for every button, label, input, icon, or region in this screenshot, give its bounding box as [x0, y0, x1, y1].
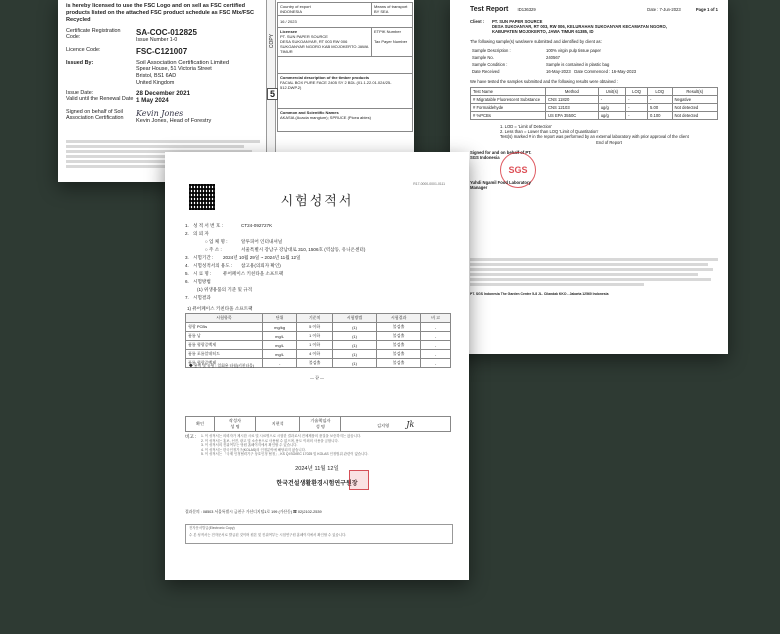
tech-signature-icon: Jk — [406, 419, 415, 429]
client-name: PT. SUN PAPER SOURCE — [492, 19, 543, 24]
licensee-addr: DESA SUKOANYAR, RT 003 RW 006 SUKOANYAR NGORO KAB MOJOKERTO JAWA TIMUR — [280, 39, 369, 54]
cell: (1) — [332, 323, 376, 332]
official-seal-icon — [349, 470, 369, 490]
cell: ug/g — [598, 104, 625, 112]
field-num: 2. — [185, 231, 189, 237]
cell: - — [626, 96, 648, 104]
transport-label: Means of transport — [374, 4, 408, 9]
contact-address: 08503 서울특별시 금천구 가산디지털1로 199 (가산동) ☎ 02)2102-2539 — [202, 510, 322, 514]
field-sub: Spear House, 51 Victoria Street Bristol, BS1 6AD United Kingdom — [136, 66, 212, 86]
licensee-label: Licensee — [280, 29, 298, 34]
cell: 불검출 — [377, 332, 421, 341]
table-row — [186, 323, 451, 332]
field-value: Kevin Jones, Head of Forestry — [136, 118, 212, 125]
cell: (1) — [332, 359, 376, 368]
cell: 4 이하 — [297, 350, 333, 359]
cell: mg/L — [263, 350, 297, 359]
sample-number: 240567 — [546, 55, 560, 60]
remarks-label: 비고 : — [185, 434, 197, 439]
issuer-label: 전자문서발급(Electronic Copy) — [189, 526, 235, 530]
end-of-report: End of Report — [596, 140, 622, 145]
confirm-label: 확인 — [186, 417, 215, 432]
end-mark: — 끝 — — [309, 375, 325, 380]
field-label: Issued By: — [66, 60, 94, 66]
cell: - — [626, 104, 648, 112]
field-row — [185, 222, 455, 230]
field-label: 시험성적서의 용도 : — [193, 263, 233, 269]
subcontract-note: Test(s) marked # in the report was performed by an external laboratory with prior approval of the client — [500, 134, 689, 139]
results-table — [470, 87, 718, 120]
field-row — [185, 238, 455, 246]
remark-item: 2. 이 성적서는 홍보, 선전, 광고 및 소송용으로 사용될 수 없으며, 용도 이외의 사용을 금합니다. — [201, 438, 339, 443]
field-num: 7. — [185, 295, 189, 301]
comm-value: FACIAL BOX PURE FACE 2405 SY 2 BDL (01.1.22.01.024/25-512.DWP.2) — [280, 80, 392, 90]
cell: CNS 12103 — [546, 104, 599, 112]
cell: - — [263, 359, 297, 368]
field-value: 28 December 2021 1 May 2024 — [136, 90, 191, 105]
field-value: Soil Association Certification Limited — [136, 60, 230, 66]
cell: - — [421, 350, 451, 359]
field-value: 알투피어 인터내셔널 — [241, 239, 283, 245]
label: Sample Description : — [472, 48, 511, 53]
field-label: Certificate Registration Code: — [66, 28, 121, 40]
field-row — [185, 294, 455, 302]
sample-description: 100% virgin pulp tissue paper — [546, 48, 601, 53]
sample-note: ◆ 용역 및 유형 : 일회용 타월(키친타올) — [189, 364, 255, 368]
cell: (1) — [332, 332, 376, 341]
writer-name: 지현석 — [256, 417, 300, 432]
cell: - — [626, 112, 648, 120]
issue-date: 2024년 11월 12일 — [295, 466, 339, 472]
side-label: COPY — [269, 33, 276, 49]
field-label: 시험방법 — [193, 279, 211, 285]
table-row — [471, 104, 718, 112]
writer-label: 작성자 성 명 — [215, 417, 256, 432]
table-row — [471, 112, 718, 120]
result-caption: 1) 퓨어페이스 키친타올 소프트팩 — [187, 306, 253, 311]
fsc-field-signed — [66, 109, 262, 124]
cell: 0.100 — [648, 112, 672, 120]
label: Date Commenced — [574, 69, 608, 74]
reference-number: R17-0000-0001-0111 — [413, 182, 445, 186]
field-num: 3. — [185, 255, 189, 261]
cell: 폼름 형광증백제 — [186, 359, 263, 368]
report-number: ID136329 — [517, 7, 536, 12]
licensee-value: PT. SUN PAPER SOURCE — [280, 34, 328, 39]
col-header: Method — [546, 88, 599, 96]
col-header: LOQ — [626, 88, 648, 96]
field-label: ○ 주 소 : — [205, 247, 222, 253]
signature-table — [185, 416, 451, 432]
field-label: 성 적 서 번 호 : — [193, 223, 223, 228]
licence-no: 16 / 2023 — [278, 16, 413, 28]
comm-label: Commercial description of the timber products — [280, 75, 370, 80]
fsc-field-reg — [66, 28, 262, 43]
cell: ug/g — [598, 112, 625, 120]
note: 2. Less than = Lower than LOQ 'Limit of Quantitation' — [500, 129, 599, 134]
cell: Negative — [672, 96, 718, 104]
field-label: 시험결과 — [193, 295, 211, 301]
field-row — [185, 270, 455, 278]
fsc-field-issuer — [66, 60, 262, 86]
cell: mg/L — [263, 341, 297, 350]
cell: 5.00 — [648, 104, 672, 112]
signatory: Yuhdi Ngamil Food Laboratory Manager — [470, 180, 531, 190]
field-value: 서울특별시 강남구 강남대로 310, 1506호 (역삼동, 유니온센터) — [241, 247, 366, 253]
table-row — [186, 350, 451, 359]
col-header: Test Name — [471, 88, 546, 96]
client-address: DESA SUKOANYAR, RT 003, RW 006, KELURAHAN SUKOANYAR KECAMATAN NGORO, KABUPATEN MOJOKERTO, JAWA TIMUR 61385, ID — [492, 24, 667, 34]
etpik-label: ETPIK Number — [374, 29, 401, 34]
cell: # Migratable Fluorescent Substance — [471, 96, 546, 104]
col-header: 시험결과 — [377, 314, 421, 323]
col-header: 기준치 — [297, 314, 333, 323]
export-value: INDONESIA — [280, 9, 303, 14]
field-value: 퓨어페이스 키친타올 소프트팩 — [223, 271, 284, 277]
sgs-test-report: Test Report ID136329 Date : 7-Jun-2023 Page 1 of 1 Client : PT. SUN PAPER SOURCE DESA SUKOANYAR, RT 003, RW 006, KELURAHAN SUKOANYAR KECAMATAN NGORO, KABUPATEN MOJOKERTO, JAWA TIMUR 61385, ID The following sample(s) was/were submitted and identified by client as: Sample Description : 100% virgin pulp tissue paper Sample No. 240567 Sample Condition : Sample is contained in plastic bag Date Received 16-May-2023 Date Commenced : 16-May-2023 We have tested the samples submitted and the following results were obtained : Test Name Method Unit(s) LOQ LOQ Result(s) # Migratable Fluorescent Substance CNS 11820 - - - Negative # Formaldehyde CNS 12103 ug/g - 5.00 Not detected # %PCBs US EPA 3550C ug/g - 0.100 Not detected 1. LOD = 'Limit of Detection' 2. Less than = Lower than LOQ 'Limit of Quantitation' Test(s) marked # in the report was performed by an external laboratory with prior approval of the client End of Report Signed for and on behalf of PT. SGS Indonesia SGS Yuhdi Ngamil Food Laboratory Manager PT. SGS Indonesia The Garden Centre 5-8 JL. Cilandak KKO - Jakarta 12560 Indonesia — [450, 0, 728, 354]
report-date: 7-Jun-2023 — [659, 7, 681, 12]
col-header: Unit(s) — [598, 88, 625, 96]
report-title: Test Report — [470, 6, 509, 13]
field-label: 시험기간 : — [193, 255, 214, 261]
cell: 불검출 — [377, 359, 421, 368]
cell: 폼름 포름알데히드 — [186, 350, 263, 359]
cell: 5 이하 — [297, 323, 333, 332]
note: 1. LOD = 'Limit of Detection' — [500, 124, 552, 129]
cell: 불검출 — [377, 350, 421, 359]
field-row — [185, 286, 455, 294]
results-table — [185, 313, 451, 368]
field-label: (1) 위생용품의 기준 및 규격 — [197, 287, 253, 293]
table-row — [471, 96, 718, 104]
field-row — [185, 262, 455, 270]
contact-label: 결과문의 : — [185, 510, 202, 514]
lab-footer: PT. SGS Indonesia The Garden Centre 5-8 JL. Cilandak KKO - Jakarta 12560 Indonesia — [470, 292, 609, 296]
cell: - — [648, 96, 672, 104]
cell: - — [421, 359, 451, 368]
cell: Not detected — [672, 112, 718, 120]
col-header: 단위 — [263, 314, 297, 323]
submitted-note: The following sample(s) was/were submitted and identified by client as: — [470, 39, 602, 44]
date-label: Date : — [647, 7, 659, 12]
field-num: 6. — [185, 279, 189, 285]
cell: 1 이하 — [297, 332, 333, 341]
cell: CNS 11820 — [546, 96, 599, 104]
tax-label: Tax Payer Number — [374, 39, 408, 44]
remark-item: 1. 이 성적서는 의뢰자가 제시한 시료 및 시료명으로 시험한 결과로서 전체제품의 품질을 보증하지는 않습니다. — [201, 434, 362, 438]
cell: (1) — [332, 350, 376, 359]
certificate-fields — [185, 222, 455, 302]
label: Sample Condition : — [472, 62, 508, 67]
field-row — [185, 254, 455, 262]
contact-row — [185, 510, 322, 515]
remark-item: 5. 이 성적서는 「국제 인정협력기구 상호인정 협정」, KS Q ISO/IEC 17025 및 KOLAS 인정범위 관련이 없습니다. — [201, 452, 369, 457]
cell: (1) — [332, 341, 376, 350]
cell: - — [421, 323, 451, 332]
tested-note: We have tested the samples submitted and the following results were obtained : — [470, 79, 618, 84]
fsc-field-licence — [66, 47, 262, 56]
col-header: 시험방법 — [332, 314, 376, 323]
box-number: 5 — [267, 88, 278, 100]
field-row — [185, 246, 455, 254]
field-value: FSC-C121007 — [136, 47, 188, 56]
signed-for: Signed for and on behalf of PT. SGS Indonesia — [470, 150, 532, 160]
field-num: 1. — [185, 223, 189, 228]
species-value: AKASIA (Acacia mangium); SPRUCE (Picea abies) — [280, 115, 371, 120]
field-num — [197, 238, 205, 246]
field-label: Signed on behalf of Soil Association Certification — [66, 109, 124, 122]
tech-name: 김지영 — [376, 422, 390, 428]
electronic-copy-box — [185, 524, 453, 544]
transport-value: BY SEA — [374, 9, 389, 14]
cell: 1 이하 — [297, 341, 333, 350]
remark-item: 4. 이 성적서는 한국인정기구(KOLAS)의 인정분야에 해당되지 않습니다. — [201, 447, 306, 452]
field-row — [185, 278, 455, 286]
cell: - — [598, 96, 625, 104]
species-label: Common and Scientific Names — [280, 110, 339, 115]
cell: - — [421, 341, 451, 350]
field-num: 4. — [185, 263, 189, 269]
field-value: SA-COC-012825 — [136, 28, 197, 37]
cell: 형광 PCBs — [186, 323, 263, 332]
cell: US EPA 3550C — [546, 112, 599, 120]
field-label: Issue Date: Valid until the Renewal Date — [66, 90, 134, 103]
cell: mg/kg — [263, 323, 297, 332]
field-value: 참고용(의뢰자 확인) — [241, 263, 281, 269]
cell: # Formaldehyde — [471, 104, 546, 112]
cell: Not detected — [672, 104, 718, 112]
date-received: 16-May-2023 — [546, 69, 571, 74]
field-num — [197, 246, 205, 254]
field-sub: Issue Number 1-0 — [136, 37, 178, 43]
sgs-stamp: SGS — [500, 152, 536, 188]
table-row — [186, 341, 451, 350]
field-label: Licence Code: — [66, 47, 101, 53]
date-commenced: 16-May-2023 — [611, 69, 637, 74]
label: Date Received — [472, 69, 500, 74]
field-label: 의 뢰 자 — [193, 231, 209, 237]
sample-condition: Sample is contained in plastic bag — [546, 62, 610, 67]
fsc-license-note: is hereby licensed to use the FSC Logo and on sell as FSC certified products listed on the attached FSC product schedule as FSC Mix/FSC Recycled — [66, 3, 255, 23]
cell: 불검출 — [377, 341, 421, 350]
table-row — [186, 332, 451, 341]
field-row — [185, 230, 455, 238]
col-header: 비 고 — [421, 314, 451, 323]
signature: Kevin Jones — [136, 109, 184, 119]
document-title: 시험성적서 — [280, 193, 354, 208]
page-number: Page 1 of 1 — [695, 7, 718, 12]
field-num: 5. — [185, 271, 189, 277]
cell: # %PCBs — [471, 112, 546, 120]
field-label: ○ 업 체 명 : — [205, 239, 228, 245]
remarks — [185, 434, 451, 457]
institute-name: 한국건설생활환경시험연구원장 — [276, 481, 358, 487]
field-value: CT24-092727K — [241, 223, 273, 228]
export-label: Country of export — [280, 4, 311, 9]
footer-note: 수 본 성적서는 전자문서로 발급된 것이며 원본 및 진위여부는 시험연구원 홈페이지에서 확인할 수 있습니다. — [189, 532, 347, 537]
tech-label: 기술책임자 성 명 — [300, 417, 341, 432]
col-header: 시험항목 — [186, 314, 263, 323]
cell: 폼름 납 — [186, 332, 263, 341]
client-label: Client : — [470, 19, 485, 24]
cell: 폼름 형광증백제 — [186, 341, 263, 350]
fsc-field-dates — [66, 90, 262, 104]
korean-test-certificate — [165, 152, 469, 580]
remark-item: 3. 이 성적서의 진위여부는 당원 홈페이지에서 확인할 수 있습니다. — [201, 443, 298, 448]
field-value: 2024년 10월 29일 ~ 2024년 11월 12일 — [223, 255, 301, 261]
col-header: Result(s) — [672, 88, 718, 96]
cell: - — [421, 332, 451, 341]
cell: mg/L — [263, 332, 297, 341]
cell: 불검출 — [297, 359, 333, 368]
label: Sample No. — [472, 55, 494, 60]
field-label: 시 료 명 : — [193, 271, 212, 277]
cell: 불검출 — [377, 323, 421, 332]
fine-print — [470, 258, 718, 286]
col-header: LOQ — [648, 88, 672, 96]
